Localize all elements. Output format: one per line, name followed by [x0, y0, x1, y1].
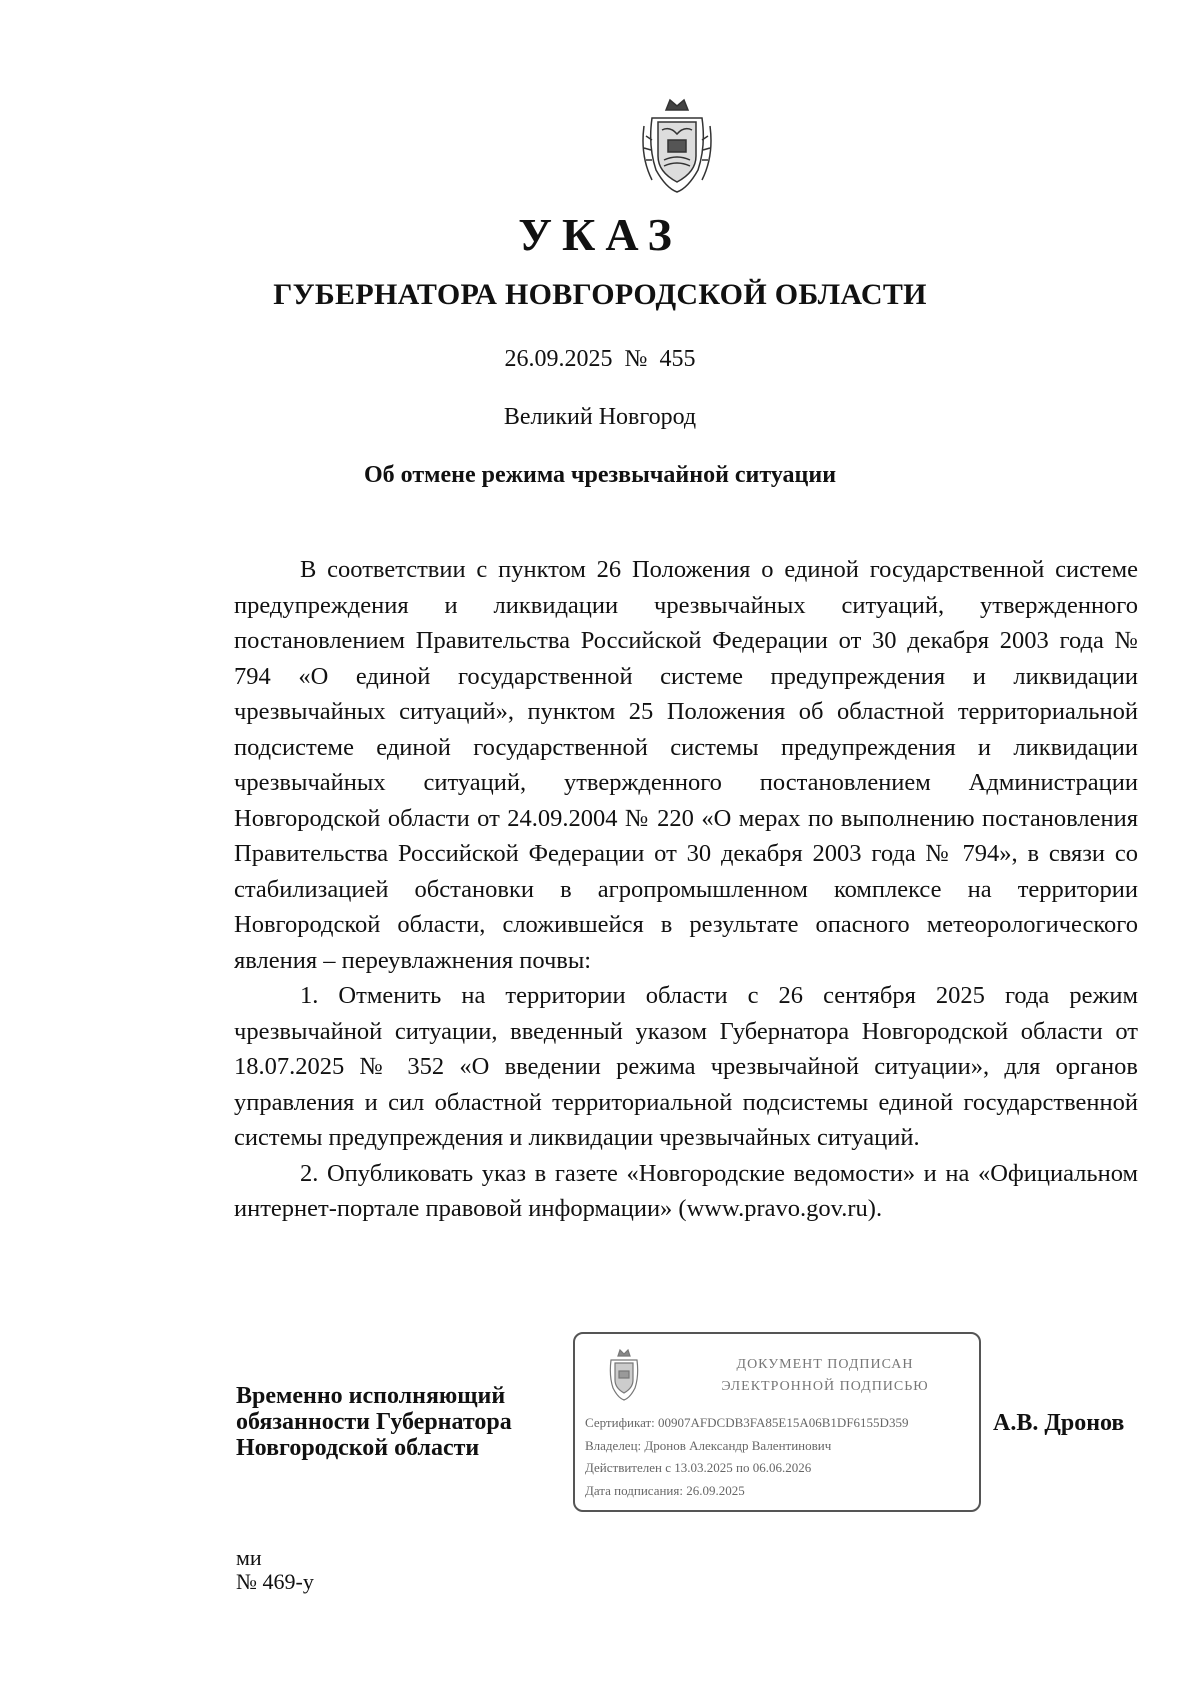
coat-of-arms-icon	[638, 96, 716, 196]
signer-title	[236, 1383, 556, 1461]
document-body	[234, 552, 1138, 1227]
stamp-details	[585, 1412, 977, 1502]
electronic-signature-stamp	[573, 1332, 981, 1512]
stamp-certificate: Сертификат: 00907AFDCDB3FA85E15A06B1DF6155D359	[585, 1415, 909, 1430]
stamp-owner: Владелец: Дронов Александр Валентинович	[585, 1437, 832, 1453]
stamp-validity: Действителен с 13.03.2025 по 06.06.2026	[585, 1460, 812, 1475]
number-sign: №	[624, 346, 648, 372]
signer-name: А.В. Дронов	[993, 1410, 1125, 1436]
document-heading: Об отмене режима чрезвычайной ситуации	[363, 462, 837, 488]
stamp-signed-date: Дата подписания: 26.09.2025	[585, 1482, 745, 1498]
stamp-header-line: ЭЛЕКТРОННОЙ ПОДПИСЬЮ	[721, 1379, 929, 1394]
stamp-header-line: ДОКУМЕНТ ПОДПИСАН	[736, 1357, 914, 1372]
signer-title-line: Временно исполняющий	[236, 1383, 506, 1409]
signer-title-line: обязанности Губернатора	[236, 1409, 512, 1435]
clause-2-paragraph: 2. Опубликовать указ в газете «Новгородские ведомости» и на «Официальном интернет-портале правовой информации» (www.pravo.gov.ru).	[234, 1159, 1138, 1222]
footer-registration	[236, 1546, 314, 1594]
document-date: 26.09.2025	[504, 346, 613, 372]
footer-initials: ми	[236, 1545, 262, 1570]
stamp-emblem-icon	[603, 1348, 645, 1402]
stamp-header	[685, 1354, 965, 1398]
preamble-paragraph: В соответствии с пунктом 26 Положения о единой государственной системе предупреждения и ликвидации чрезвычайных ситуаций, утвержденного постановлением Правительства Российской Федерации от 30 декабря 2003 года № 794 «О единой государственной системе предупреждения и ликвидации чрезвычайных ситуаций», пунктом 25 Положения об областной территориальной подсистеме единой государственной системы предупреждения и ликвидации чрезвычайных ситуаций, утвержденного постановлением Администрации Новгородской области от 24.09.2004 № 220 «О мерах по выполнению постановления Правительства Российской Федерации от 30 декабря 2003 года № 794», в связи со стабилизацией обстановки в агропромышленном комплексе на территории Новгородской области, сложившейся в результате опасного метеорологического явления – переувлажнения почвы:	[234, 556, 1138, 974]
signer-title-line: Новгородской области	[236, 1435, 480, 1461]
document-number: 455	[659, 346, 696, 372]
clause-1-paragraph: 1. Отменить на территории области с 26 сентября 2025 года режим чрезвычайной ситуации, введенный указом Губернатора Новгородской области от 18.07.2025 № 352 «О введении режима чрезвычайной ситуации», для органов управления и сил областной территориальной подсистемы единой государственной системы предупреждения и ликвидации чрезвычайных ситуаций.	[234, 982, 1138, 1151]
date-number-line	[0, 346, 1200, 373]
document-city: Великий Новгород	[503, 404, 697, 430]
document-subtitle: ГУБЕРНАТОРА НОВГОРОДСКОЙ ОБЛАСТИ	[273, 278, 927, 311]
footer-number: № 469-у	[236, 1569, 314, 1594]
document-title: УКАЗ	[518, 209, 682, 260]
